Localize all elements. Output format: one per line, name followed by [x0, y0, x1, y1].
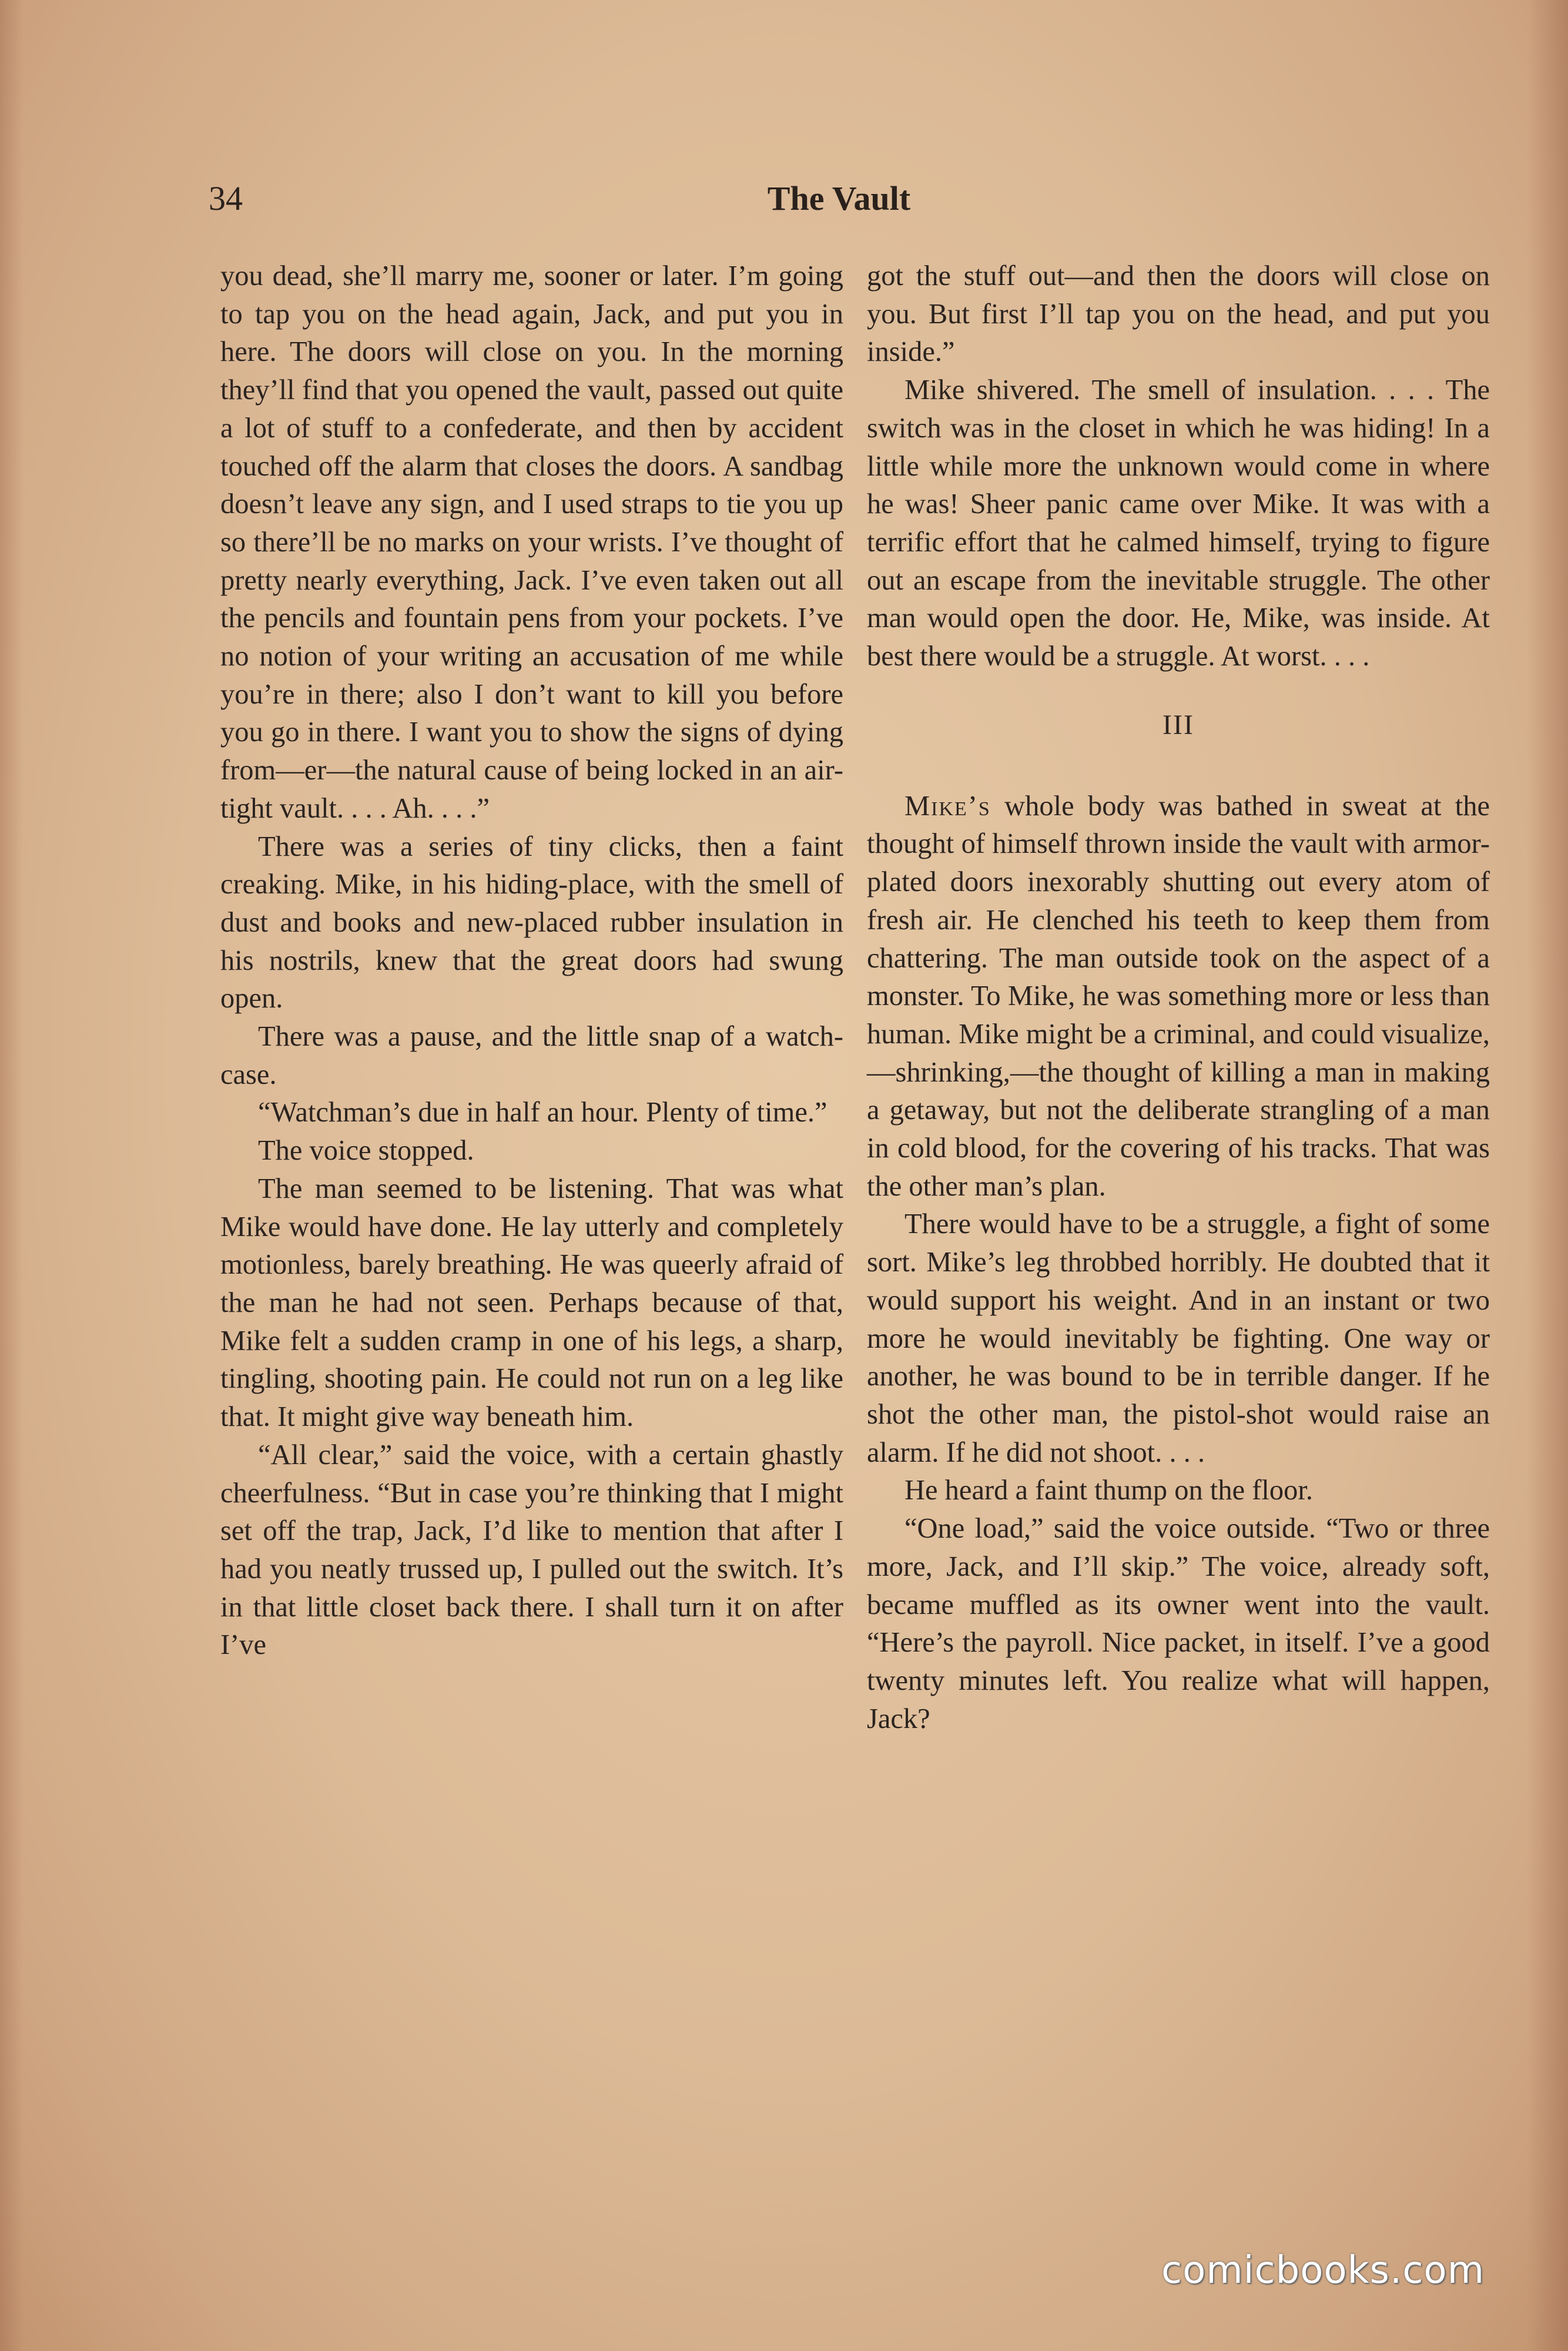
paragraph: There was a series of tiny clicks, then a faint creaking. Mike, in his hiding-place, with the smell of dust and books and new-placed rubber insulation in his nostrils, knew that the great doors had swung open. — [220, 830, 843, 1014]
page-header — [209, 175, 1469, 228]
paragraph — [867, 788, 1490, 1206]
paragraph: you dead, she’ll marry me, sooner or later. I’m going to tap you on the head again, Jack, and put you in here. The doors will close on you. In the morning they’ll find that you opened the vault, passed out quite a lot of stuff to a confederate, and then by accident touched off the alarm that closes the doors. A sandbag doesn’t leave any sign, and I used straps to tie you up so there’ll be no marks on your wrists. I’ve thought of pretty nearly everything, Jack. I’ve even taken out all the pencils and fountain pens from your pockets. I’ve no notion of your writing an accusation of me while you’re in there; also I don’t want to kill you before you go in there. I want you to show the signs of dying from—er—the natural cause of being locked in an air-tight vault. . . . Ah. . . .” — [220, 260, 843, 824]
section-heading: III — [1162, 709, 1194, 741]
paragraph-body: whole body was bathed in sweat at the thought of himself thrown inside the vault with armor-plated doors inexorably shutting out every atom of fresh air. He clenched his teeth to keep them from chattering. The man outside took on the aspect of a monster. To Mike, he was something more or less than human. Mike might be a criminal, and could visualize,—shrinking,—the thought of killing a man in making a getaway, but not the deliberate strangling of a man in cold blood, for the covering of his tracks. That was the other man’s plan. — [867, 790, 1490, 1202]
paragraph: “All clear,” said the voice, with a certain ghastly cheerfulness. “But in case you’re thinking that I might set off the trap, Jack, I’d like to mention that after I had you neatly trussed up, I pulled out the switch. It’s in that little closet back there. I shall turn it on after I’ve — [220, 1439, 843, 1661]
paragraph: He heard a faint thump on the floor. — [904, 1475, 1313, 1506]
page-edge-shadow-left — [0, 0, 24, 2351]
text-column-right — [867, 257, 1490, 2103]
page-edge-shadow-right — [1527, 0, 1568, 2351]
paragraph-lead-smallcaps: Mike’s — [904, 790, 991, 822]
paragraph: Mike shivered. The smell of insulation. . . . The switch was in the closet in which he was hiding! In a little while more the unknown would come in where he was! Sheer panic came over Mike. It was with a terrific effort that he calmed himself, trying to figure out an escape from the inevitable struggle. The other man would open the door. He, Mike, was inside. At best there would be a struggle. At worst. . . . — [867, 374, 1490, 672]
paragraph: “Watchman’s due in half an hour. Plenty of time.” — [258, 1097, 827, 1128]
paragraph: The voice stopped. — [258, 1135, 474, 1167]
text-column-left — [220, 257, 843, 2103]
page-number: 34 — [209, 179, 243, 217]
watermark-logo: comicbooks.com — [1161, 2249, 1485, 2292]
paragraph: There was a pause, and the little snap of a watch-case. — [220, 1021, 843, 1090]
paragraph: The man seemed to be listening. That was what Mike would have done. He lay utterly and completely motionless, barely breathing. He was queerly afraid of the man he had not seen. Perhaps because of that, Mike felt a sudden cramp in one of his legs, a sharp, tingling, shooting pain. He could not run on a leg like that. It might give way beneath him. — [220, 1173, 843, 1433]
paragraph: There would have to be a struggle, a fight of some sort. Mike’s leg throbbed horribly. He doubted that it would support his weight. And in an instant or two more he would inevitably be fighting. One way or another, he was bound to be in terrible danger. If he shot the other man, the pistol-shot would raise an alarm. If he did not shoot. . . . — [867, 1208, 1490, 1468]
paragraph: got the stuff out—and then the doors will close on you. But first I’ll tap you on the head, and put you inside.” — [867, 260, 1490, 368]
running-title: The Vault — [767, 179, 911, 217]
paragraph: “One load,” said the voice outside. “Two or three more, Jack, and I’ll skip.” The voice, already soft, became muffled as its owner went into the vault. “Here’s the payroll. Nice packet, in itself. I’ve a good twenty minutes left. You realize what will happen, Jack? — [867, 1513, 1490, 1734]
